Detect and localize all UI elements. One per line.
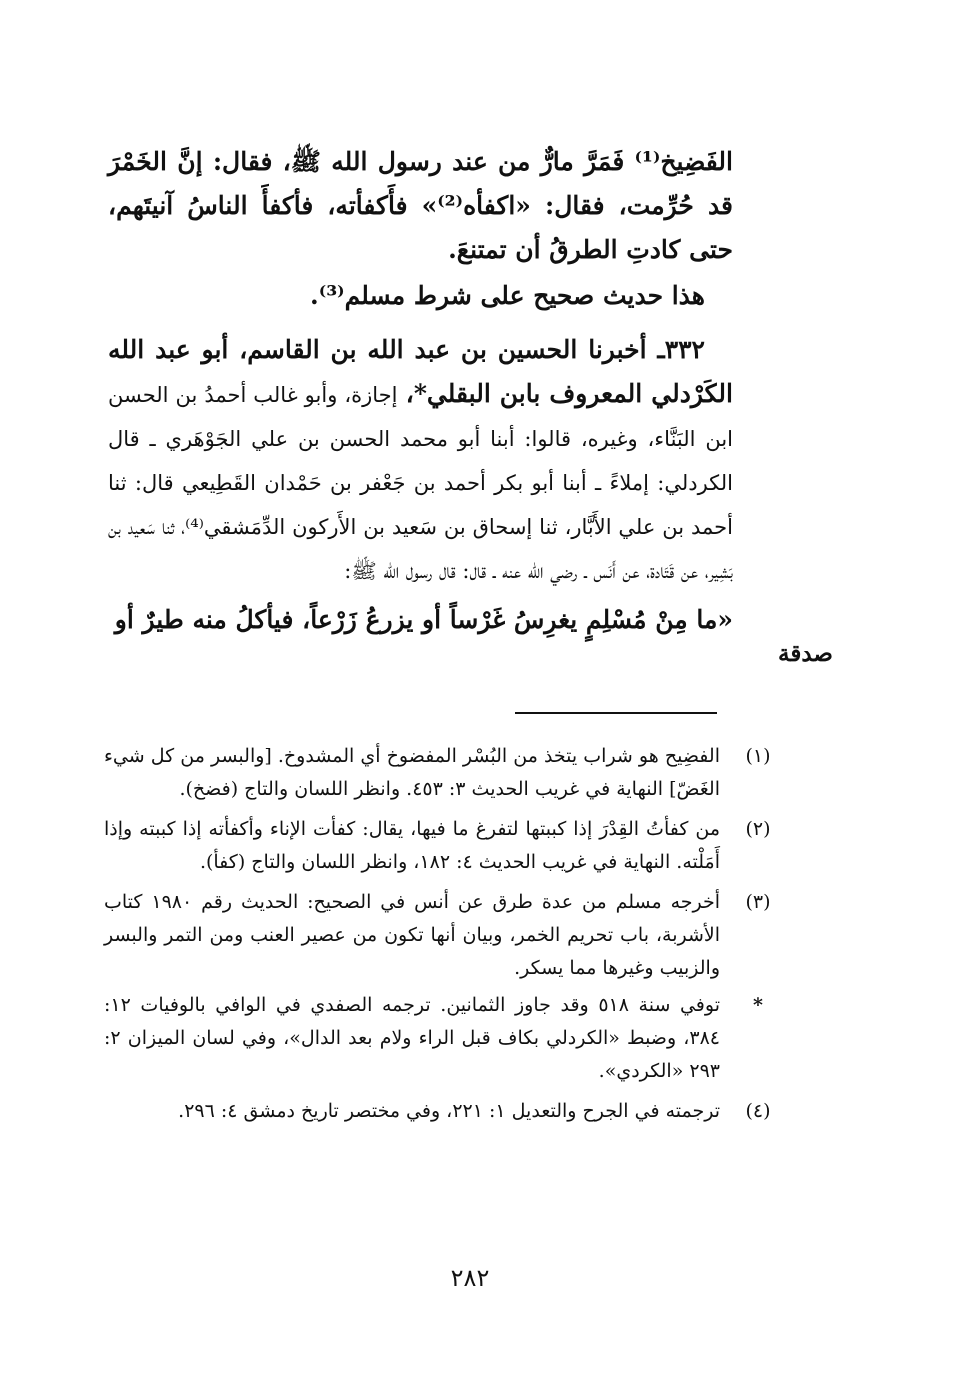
paragraph-grading: هذا حديث صحيح على شرط مسلم⁽³⁾. xyxy=(310,281,705,310)
isnad-chain: إجازة، وأبو غالب أحمدُ بن الحسن ابن البَنَّاء، وغيره، قالوا: أبنا أبو محمد الحسن بن علي الجَوْهَري ـ قال الكردلي: إملاءً ـ أبنا أبو بكر أحمد بن جَعْفر بن حَمْدان القَطِيعي قال: ثنا أحمد بن علي الأَبَّار، ثنا إسحاق بن سَعيد بن الأَركون الدِّمَشقي⁽⁴⁾، ثنا سَعيد بن بَشِير، عن قَتَادة، عن أَنَس ـ رضي الله عنه ـ قال: قال رسول الله ﷺ: xyxy=(108,383,733,583)
isnad-heading: ٣٣٢ـ أخبرنا الحسين بن عبد الله بن القاسم، أبو عبد الله الكَرْدلي المعروف بابن البقلي*، xyxy=(108,335,733,408)
footnote-text: توفي سنة ٥١٨ وقد جاوز الثمانين. ترجمه الصفدي في الوافي بالوفيات ١٢: ٣٨٤، وضبط «الكردلي بكاف قبل الراء ولام بعد الدال»، وفي لسان الميزان ٢: ٢٩٣ «الكردي». xyxy=(104,994,720,1082)
page-number: ٢٨٢ xyxy=(450,1264,490,1292)
footnote-2 xyxy=(104,813,771,879)
margin-note: صدقة xyxy=(778,640,833,667)
footnote-text: أخرجه مسلم من عدة طرق عن أنس في الصحيح: الحديث رقم ١٩٨٠ كتاب الأشربة، باب تحريم الخمر، وبيان أنها تكون من عصير العنب ومن التمر والبسر والزبيب وغيرها مما يسكر. xyxy=(104,891,721,979)
footnotes xyxy=(104,740,771,1128)
footnote-text: من كفأتُ القِدْرَ إذا كببتها لتفرغ ما فيها، يقال: كفأت الإناء وأكفأته إذا كببته وإذا أَمَلْته. النهاية في غريب الحديث ٤: ١٨٢، وانظر اللسان والتاج (كفأ). xyxy=(104,818,720,873)
footnote-number: (١) xyxy=(745,745,771,767)
footnote-text: الفضِيح هو شراب يتخذ من البُسْر المفضوخ أي المشدوخ. [والبسر من كل شيء الغَضّ] النهاية في غريب الحديث ٣: ٤٥٣. وانظر اللسان والتاج (فضخ). xyxy=(104,745,720,800)
main-text xyxy=(108,140,733,642)
paragraph-isnad xyxy=(108,328,733,592)
footnote-number: (٢) xyxy=(745,818,771,840)
footnote-star xyxy=(104,989,763,1088)
footnote-number: * xyxy=(753,994,763,1016)
paragraph-hadith-text: «ما مِنْ مُسْلِمٍ يغرِسُ غَرْساً أو يزرعُ زَرْعاً، فيأكلُ منه طيرٌ أو xyxy=(114,605,733,634)
footnote-1 xyxy=(104,740,771,806)
footnote-text: ترجمته في الجرح والتعديل ١: ٢٢١، وفي مختصر تاريخ دمشق ٤: ٢٩٦. xyxy=(178,1100,720,1122)
footnote-number: (٤) xyxy=(745,1100,771,1122)
footnote-4 xyxy=(104,1095,771,1128)
footnote-3 xyxy=(104,886,771,985)
paragraph-hadith-continuation: الفَضِيخ⁽¹⁾ فَمَرَّ مارٌّ من عند رسول الله ﷺ، فقال: إنَّ الخَمْرَ قد حُرِّمت، فقال: «اكفأه⁽²⁾» فأَكفأته، فأكفأَ الناسُ آنيتَهم، حتى كادتِ الطرقُ أن تمتنعَ. xyxy=(108,147,734,264)
footnote-divider xyxy=(515,712,717,714)
footnote-number: (٣) xyxy=(745,891,771,913)
